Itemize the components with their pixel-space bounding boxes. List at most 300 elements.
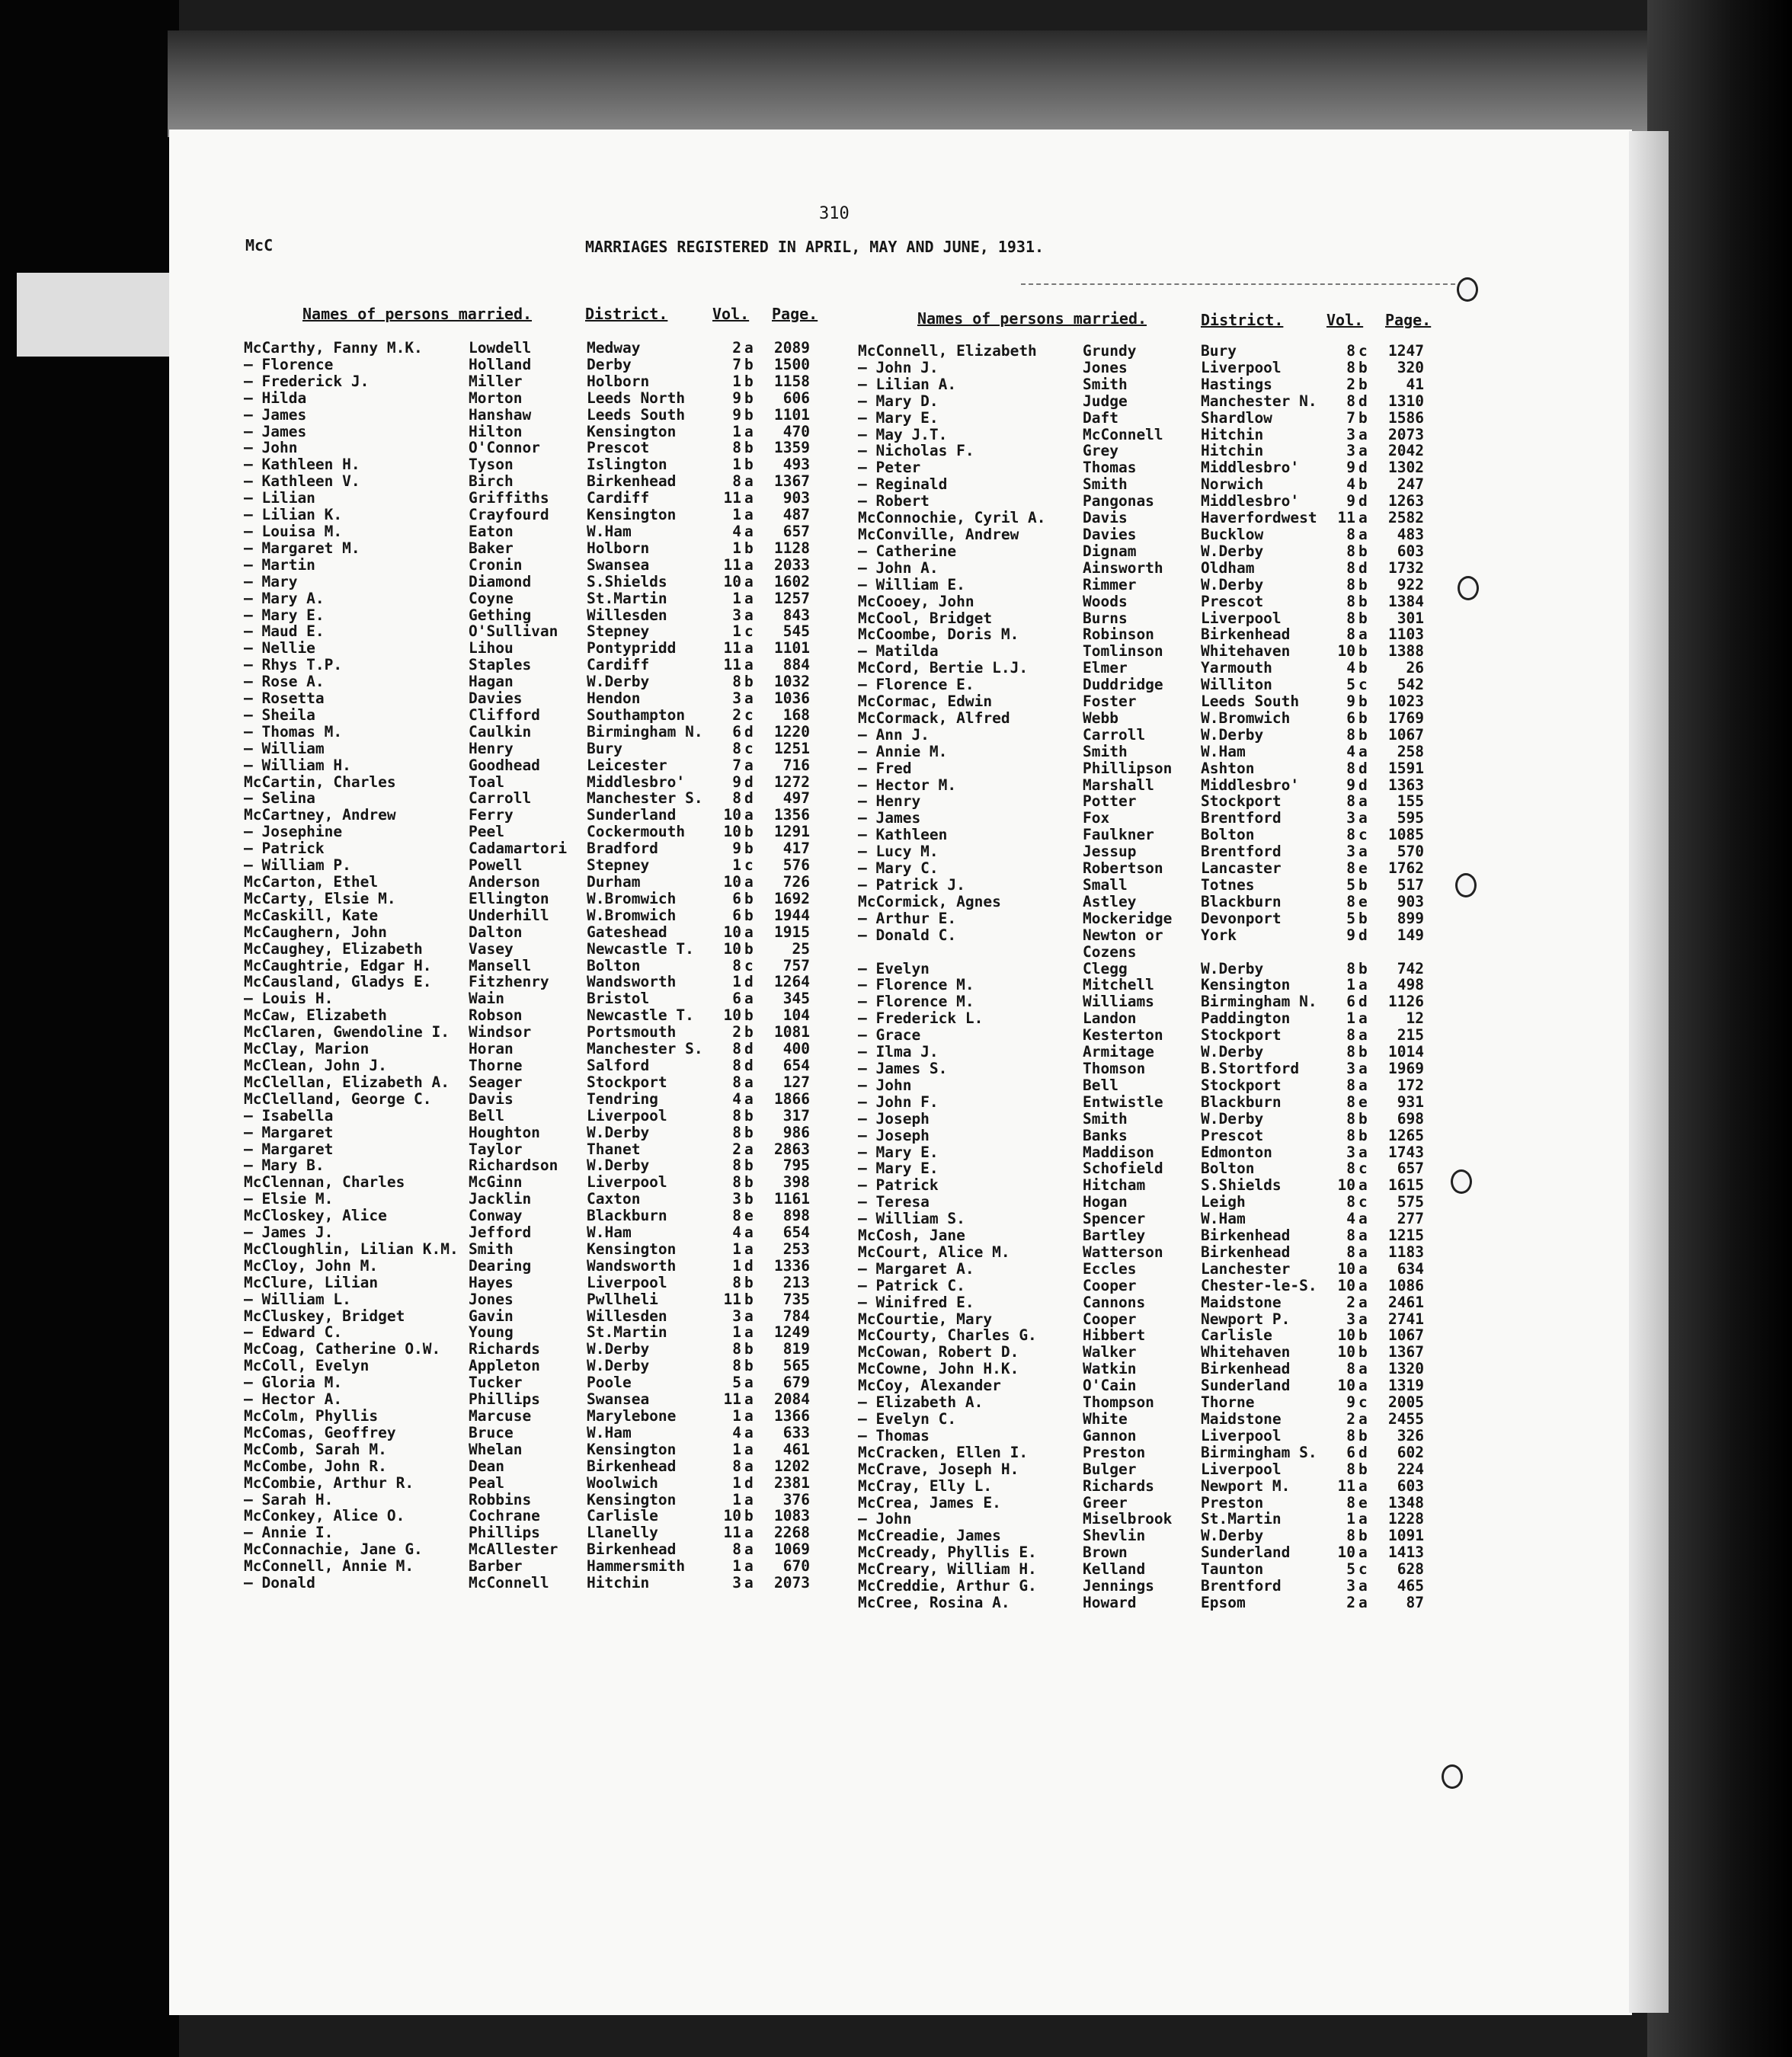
- entry-name: McCaughey, Elizabeth: [244, 940, 423, 958]
- volume-letter: a: [744, 1541, 754, 1559]
- district: Durham: [587, 874, 641, 891]
- district: Stockport: [1201, 793, 1282, 811]
- register-entry-row: [858, 727, 1424, 744]
- volume-letter: d: [744, 723, 754, 741]
- volume: 3: [1346, 810, 1355, 827]
- volume-letter: d: [744, 1057, 754, 1074]
- volume-letter: b: [744, 1024, 754, 1041]
- page-ref: 398: [782, 1174, 810, 1192]
- volume-letter: a: [1358, 1361, 1368, 1378]
- page-ref: 602: [1397, 1444, 1424, 1461]
- district: Leeds North: [587, 389, 686, 407]
- register-entry-row: [858, 577, 1424, 593]
- entry-name: — Mary A.: [244, 590, 325, 607]
- register-entry-row: [244, 1341, 810, 1358]
- volume: 1: [732, 857, 741, 874]
- volume-letter: a: [744, 1408, 754, 1425]
- volume-letter: b: [1358, 1127, 1368, 1144]
- district: Bristol: [587, 990, 650, 1008]
- register-entry-row: [858, 376, 1424, 393]
- spouse-surname: Carroll: [469, 790, 532, 808]
- district: Liverpool: [1201, 609, 1282, 627]
- volume-letter: a: [744, 1441, 754, 1458]
- district: Pwllheli: [587, 1291, 658, 1308]
- page-ref: 517: [1397, 877, 1424, 894]
- spouse-surname: Potter: [1083, 793, 1137, 811]
- page-ref: 155: [1397, 793, 1424, 811]
- page-ref: 2042: [1388, 443, 1424, 460]
- district: Brentford: [1201, 810, 1282, 827]
- district: Kensington: [587, 1240, 677, 1258]
- page-ref: 345: [782, 990, 810, 1008]
- register-entry-row: [858, 877, 1424, 894]
- volume-letter: a: [1358, 1310, 1368, 1328]
- volume: 8: [1346, 1427, 1355, 1444]
- district: Stockport: [1201, 1027, 1282, 1044]
- district: Maidstone: [1201, 1411, 1282, 1428]
- volume-letter: a: [1358, 1477, 1368, 1495]
- volume-letter: b: [744, 373, 754, 390]
- spouse-surname: Grey: [1083, 443, 1118, 460]
- register-entry-row: [244, 1074, 810, 1091]
- volume: 10: [1337, 1277, 1355, 1294]
- register-entry-row: [244, 1124, 810, 1141]
- volume: 11: [1337, 510, 1355, 526]
- spouse-surname: Smith: [1083, 376, 1128, 393]
- district: Stockport: [1201, 1076, 1282, 1094]
- volume: 8: [1346, 1361, 1355, 1378]
- register-entry-row: [858, 660, 1424, 677]
- page-ref: 2582: [1388, 510, 1424, 526]
- page-ref: 417: [782, 840, 810, 858]
- entry-name: — Margaret M.: [244, 539, 360, 557]
- volume-letter: a: [1358, 1027, 1368, 1044]
- entry-name: — Mary B.: [244, 1157, 325, 1175]
- volume: 10: [1337, 1544, 1355, 1562]
- district: W.Ham: [587, 1224, 632, 1241]
- volume-letter: c: [1358, 827, 1368, 844]
- spouse-surname: Jacklin: [469, 1191, 532, 1208]
- entry-name: — Fred: [858, 760, 912, 777]
- register-entry-row: [858, 1578, 1424, 1595]
- page-ref: 12: [1406, 1010, 1424, 1028]
- volume-letter: a: [744, 590, 754, 607]
- volume-letter: a: [744, 1090, 754, 1108]
- register-entry-row: [244, 1057, 810, 1074]
- page-ref: 1128: [774, 539, 810, 557]
- volume: 6: [732, 990, 741, 1008]
- volume-letter: b: [744, 456, 754, 474]
- spouse-surname: Kesterton: [1083, 1027, 1163, 1044]
- volume-letter: a: [1358, 443, 1368, 460]
- district: Swansea: [587, 556, 650, 574]
- district: Carlisle: [1201, 1327, 1272, 1345]
- volume: 8: [732, 1157, 741, 1175]
- page-ref: 247: [1397, 476, 1424, 494]
- district: Carlisle: [587, 1508, 658, 1525]
- district: W.Derby: [1201, 1528, 1264, 1545]
- spouse-surname: Bell: [1083, 1076, 1118, 1094]
- volume-letter: c: [744, 706, 754, 724]
- volume-letter: a: [1358, 426, 1368, 443]
- district: Prescot: [587, 440, 650, 457]
- register-entry-row: [858, 1144, 1424, 1161]
- spouse-surname: Judge: [1083, 392, 1128, 410]
- entry-name: — Rose A.: [244, 673, 325, 691]
- volume-letter: c: [1358, 1561, 1368, 1579]
- entry-name: — William L.: [244, 1291, 351, 1308]
- page-ref: 483: [1397, 526, 1424, 543]
- spouse-surname: Kelland: [1083, 1561, 1146, 1579]
- volume-letter: a: [1358, 1544, 1368, 1562]
- district: Haverfordwest: [1201, 510, 1317, 526]
- right-page-header: Page.: [1385, 311, 1432, 329]
- volume: 7: [732, 356, 741, 373]
- volume: 8: [732, 1274, 741, 1291]
- volume: 9: [1346, 776, 1355, 794]
- volume: 8: [1346, 1127, 1355, 1144]
- spouse-surname: Vasey: [469, 940, 514, 958]
- spouse-surname: Marshall: [1083, 776, 1154, 794]
- volume: 1: [732, 507, 741, 523]
- spouse-surname: Davies: [1083, 526, 1137, 543]
- register-entry-row: [244, 1275, 810, 1291]
- spouse-surname: Underhill: [469, 907, 549, 924]
- spouse-surname: Daft: [1083, 409, 1118, 427]
- district: Kensington: [587, 423, 677, 440]
- volume: 6: [732, 907, 741, 924]
- volume-letter: a: [744, 1140, 754, 1158]
- volume: 2: [1346, 1294, 1355, 1311]
- volume-letter: a: [744, 807, 754, 824]
- entry-name: — Hector M.: [858, 776, 957, 794]
- register-entry-row: [858, 1128, 1424, 1144]
- register-entry-row: [858, 1361, 1424, 1377]
- page-ref: 679: [782, 1374, 810, 1392]
- volume: 2: [1346, 376, 1355, 393]
- volume: 10: [1337, 1377, 1355, 1395]
- register-entry-row: [244, 440, 810, 456]
- spouse-surname: Foster: [1083, 693, 1137, 710]
- spouse-surname: Goodhead: [469, 757, 540, 774]
- volume-letter: b: [1358, 1528, 1368, 1545]
- spouse-surname: Cooper: [1083, 1277, 1137, 1294]
- entry-name: — Florence M.: [858, 977, 974, 994]
- volume: 9: [1346, 926, 1355, 944]
- volume-letter: a: [1358, 977, 1368, 994]
- spouse-surname: Anderson: [469, 874, 540, 891]
- volume: 9: [732, 406, 741, 424]
- spouse-surname: Hayes: [469, 1274, 514, 1291]
- entry-name: — Arthur E.: [858, 910, 957, 927]
- volume: 10: [1337, 1177, 1355, 1195]
- page-number: 310: [819, 204, 850, 223]
- volume: 8: [1346, 576, 1355, 593]
- page-ref: 2033: [774, 556, 810, 574]
- page-ref: 654: [782, 1224, 810, 1241]
- spouse-surname: O'Connor: [469, 440, 540, 457]
- entry-name: — Mary E.: [858, 1160, 939, 1178]
- page-ref: 1591: [1388, 760, 1424, 777]
- volume-letter: a: [1358, 1010, 1368, 1028]
- entry-name: McCormac, Edwin: [858, 693, 993, 710]
- volume: 1: [732, 1257, 741, 1275]
- spouse-surname: Horan: [469, 1041, 514, 1057]
- page-ref: 1249: [774, 1324, 810, 1342]
- spouse-surname: Small: [1083, 877, 1128, 894]
- page-ref: 606: [782, 389, 810, 407]
- district: Hastings: [1201, 376, 1272, 393]
- volume: 8: [732, 740, 741, 757]
- register-entry-row: [858, 1261, 1424, 1278]
- volume-letter: b: [1358, 643, 1368, 661]
- page-fold-shadow: [1629, 131, 1669, 2013]
- page-ref: 149: [1397, 926, 1424, 944]
- spouse-surname: Wain: [469, 990, 504, 1008]
- register-entry-row: [858, 1327, 1424, 1344]
- volume-letter: d: [744, 1041, 754, 1057]
- register-entry-row: [244, 1391, 810, 1408]
- register-entry-row: [244, 891, 810, 907]
- spouse-surname: Banks: [1083, 1127, 1128, 1144]
- district: Prescot: [1201, 1127, 1264, 1144]
- district: Birkenhead: [1201, 626, 1291, 644]
- entry-name: — Thomas: [858, 1427, 930, 1444]
- entry-name: McConnachie, Jane G.: [244, 1541, 423, 1559]
- district: Willesden: [587, 606, 667, 624]
- volume: 7: [732, 757, 741, 774]
- district: Manchester S.: [587, 790, 703, 808]
- district: Thorne: [1201, 1394, 1255, 1411]
- page-ref: 1732: [1388, 559, 1424, 577]
- district: Holborn: [587, 373, 650, 390]
- page-ref: 400: [782, 1041, 810, 1057]
- register-entry-row: [244, 540, 810, 557]
- district: W.Ham: [587, 1424, 632, 1441]
- page-ref: 1101: [774, 406, 810, 424]
- register-entry-row: [858, 827, 1424, 843]
- entry-name: McCooey, John: [858, 593, 974, 610]
- entry-name: [858, 944, 1083, 961]
- register-entry-row: [244, 1324, 810, 1341]
- district: Kensington: [587, 1491, 677, 1508]
- register-entry-row: [244, 1441, 810, 1458]
- register-entry-row: [858, 1344, 1424, 1361]
- page-ref: 1083: [774, 1508, 810, 1525]
- volume: 4: [1346, 743, 1355, 760]
- page-ref: 1692: [774, 890, 810, 907]
- page-ref: 1085: [1388, 827, 1424, 844]
- volume: 4: [732, 523, 741, 540]
- register-entry-row: [244, 590, 810, 607]
- volume-letter: b: [744, 389, 754, 407]
- district: Birkenhead: [1201, 1227, 1291, 1244]
- district: Birkenhead: [587, 1541, 677, 1559]
- entry-name: — William P.: [244, 857, 351, 874]
- volume-letter: c: [1358, 1194, 1368, 1211]
- entry-name: — Louis H.: [244, 990, 334, 1008]
- volume-letter: b: [744, 1341, 754, 1358]
- volume-letter: a: [1358, 510, 1368, 526]
- volume: 3: [1346, 443, 1355, 460]
- entry-name: McClennan, Charles: [244, 1174, 405, 1192]
- entry-name: — John J.: [858, 359, 939, 376]
- district: Hitchin: [587, 1575, 650, 1592]
- volume: 6: [732, 890, 741, 907]
- register-entry-row: [858, 710, 1424, 727]
- volume: 10: [723, 824, 741, 841]
- volume-letter: d: [1358, 559, 1368, 577]
- register-entry-row: [858, 793, 1424, 810]
- volume: 4: [732, 1424, 741, 1441]
- volume-letter: b: [1358, 877, 1368, 894]
- entry-name: McConville, Andrew: [858, 526, 1019, 543]
- volume: 2: [1346, 1411, 1355, 1428]
- page-ref: 1228: [1388, 1511, 1424, 1528]
- volume: 8: [1346, 1460, 1355, 1478]
- spouse-surname: Schofield: [1083, 1160, 1163, 1178]
- volume-letter: a: [1358, 793, 1368, 811]
- register-entry-row: [244, 456, 810, 473]
- spouse-surname: Davies: [469, 690, 523, 707]
- page-ref: 41: [1406, 376, 1424, 393]
- spouse-surname: Powell: [469, 857, 523, 874]
- volume: 8: [732, 1457, 741, 1475]
- register-entry-row: [858, 510, 1424, 526]
- page-ref: 258: [1397, 743, 1424, 760]
- spouse-surname: Greer: [1083, 1494, 1128, 1512]
- volume: 8: [1346, 559, 1355, 577]
- volume: 10: [1337, 643, 1355, 661]
- entry-name: — Mary C.: [858, 860, 939, 877]
- district: [1201, 944, 1326, 961]
- volume: 8: [732, 1073, 741, 1091]
- register-entry-row: [244, 757, 810, 774]
- register-entry-row: [858, 1094, 1424, 1111]
- district: W.Ham: [1201, 743, 1246, 760]
- volume-letter: d: [1358, 776, 1368, 794]
- volume-letter: b: [744, 1508, 754, 1525]
- register-entry-row: [858, 843, 1424, 860]
- entry-name: — Isabella: [244, 1107, 334, 1124]
- district: Newcastle T.: [587, 1007, 694, 1025]
- volume: 8: [1346, 1076, 1355, 1094]
- spouse-surname: Mockeridge: [1083, 910, 1173, 927]
- page-ref: 1743: [1388, 1144, 1424, 1161]
- entry-name: McComb, Sarah M.: [244, 1441, 387, 1458]
- page-ref: 795: [782, 1157, 810, 1175]
- spouse-surname: Tyson: [469, 456, 514, 474]
- spouse-surname: Hanshaw: [469, 406, 532, 424]
- page-ref: 2268: [774, 1524, 810, 1542]
- volume: 8: [1346, 609, 1355, 627]
- volume-letter: b: [744, 1107, 754, 1124]
- volume-letter: a: [744, 990, 754, 1008]
- district: Hendon: [587, 690, 641, 707]
- entry-name: — James: [244, 406, 307, 424]
- district: Hitchin: [1201, 443, 1264, 460]
- volume: 8: [1346, 343, 1355, 360]
- volume-letter: b: [1358, 693, 1368, 710]
- entry-name: — Matilda: [858, 643, 939, 661]
- spouse-surname: Thorne: [469, 1057, 523, 1074]
- volume-letter: a: [1358, 1594, 1368, 1611]
- volume: 10: [723, 940, 741, 958]
- register-entry-row: [244, 1408, 810, 1425]
- spouse-surname: Diamond: [469, 573, 532, 590]
- volume: 2: [732, 340, 741, 357]
- page-ref: 1944: [774, 907, 810, 924]
- register-entry-row: [244, 807, 810, 824]
- spouse-surname: Webb: [1083, 709, 1118, 727]
- district: Liverpool: [587, 1274, 667, 1291]
- volume-letter: b: [744, 1174, 754, 1192]
- entry-name: McClay, Marion: [244, 1041, 370, 1057]
- spouse-surname: Henry: [469, 740, 514, 757]
- district: Woolwich: [587, 1474, 658, 1492]
- spouse-surname: Watterson: [1083, 1243, 1163, 1261]
- volume-letter: b: [1358, 1460, 1368, 1478]
- register-entry-row: [244, 1007, 810, 1024]
- page-ref: 1081: [774, 1024, 810, 1041]
- volume: 4: [732, 1224, 741, 1241]
- register-entry-row: [244, 1157, 810, 1174]
- volume: 7: [1346, 409, 1355, 427]
- register-entry-row: [244, 507, 810, 523]
- district: Gateshead: [587, 923, 667, 941]
- entry-name: — Sarah H.: [244, 1491, 334, 1508]
- page-ref: 1769: [1388, 709, 1424, 727]
- volume: 3: [732, 1575, 741, 1592]
- register-entry-row: [858, 360, 1424, 376]
- volume: 5: [732, 1374, 741, 1392]
- district: W.Bromwich: [587, 890, 677, 907]
- volume-letter: a: [744, 1073, 754, 1091]
- register-entry-row: [244, 1191, 810, 1208]
- volume: 11: [723, 640, 741, 657]
- register-entry-row: [858, 1478, 1424, 1495]
- volume-letter: c: [744, 740, 754, 757]
- register-entry-row: [858, 993, 1424, 1010]
- spouse-surname: Gavin: [469, 1307, 514, 1325]
- paper-tab: [17, 273, 175, 357]
- spouse-surname: Holland: [469, 356, 532, 373]
- register-entry-row: [858, 1111, 1424, 1128]
- district: W.Derby: [1201, 576, 1264, 593]
- volume-letter: a: [1358, 1060, 1368, 1077]
- volume: 10: [723, 923, 741, 941]
- volume: 11: [723, 657, 741, 674]
- register-entry-row: [244, 407, 810, 424]
- volume: 6: [1346, 709, 1355, 727]
- register-entry-row: [858, 610, 1424, 627]
- register-entry-row: [244, 1575, 810, 1592]
- entry-name: — Louisa M.: [244, 523, 343, 540]
- spouse-surname: Peel: [469, 824, 504, 841]
- volume: 8: [1346, 593, 1355, 610]
- district: Salford: [587, 1057, 650, 1074]
- page-ref: 565: [782, 1358, 810, 1375]
- district: Portsmouth: [587, 1024, 677, 1041]
- page-ref: 168: [782, 706, 810, 724]
- page-ref: 1265: [1388, 1127, 1424, 1144]
- volume-letter: c: [744, 957, 754, 974]
- volume: 8: [732, 1041, 741, 1057]
- volume: 1: [732, 1408, 741, 1425]
- volume: 8: [1346, 793, 1355, 811]
- district: Islington: [587, 456, 667, 474]
- volume: 1: [732, 373, 741, 390]
